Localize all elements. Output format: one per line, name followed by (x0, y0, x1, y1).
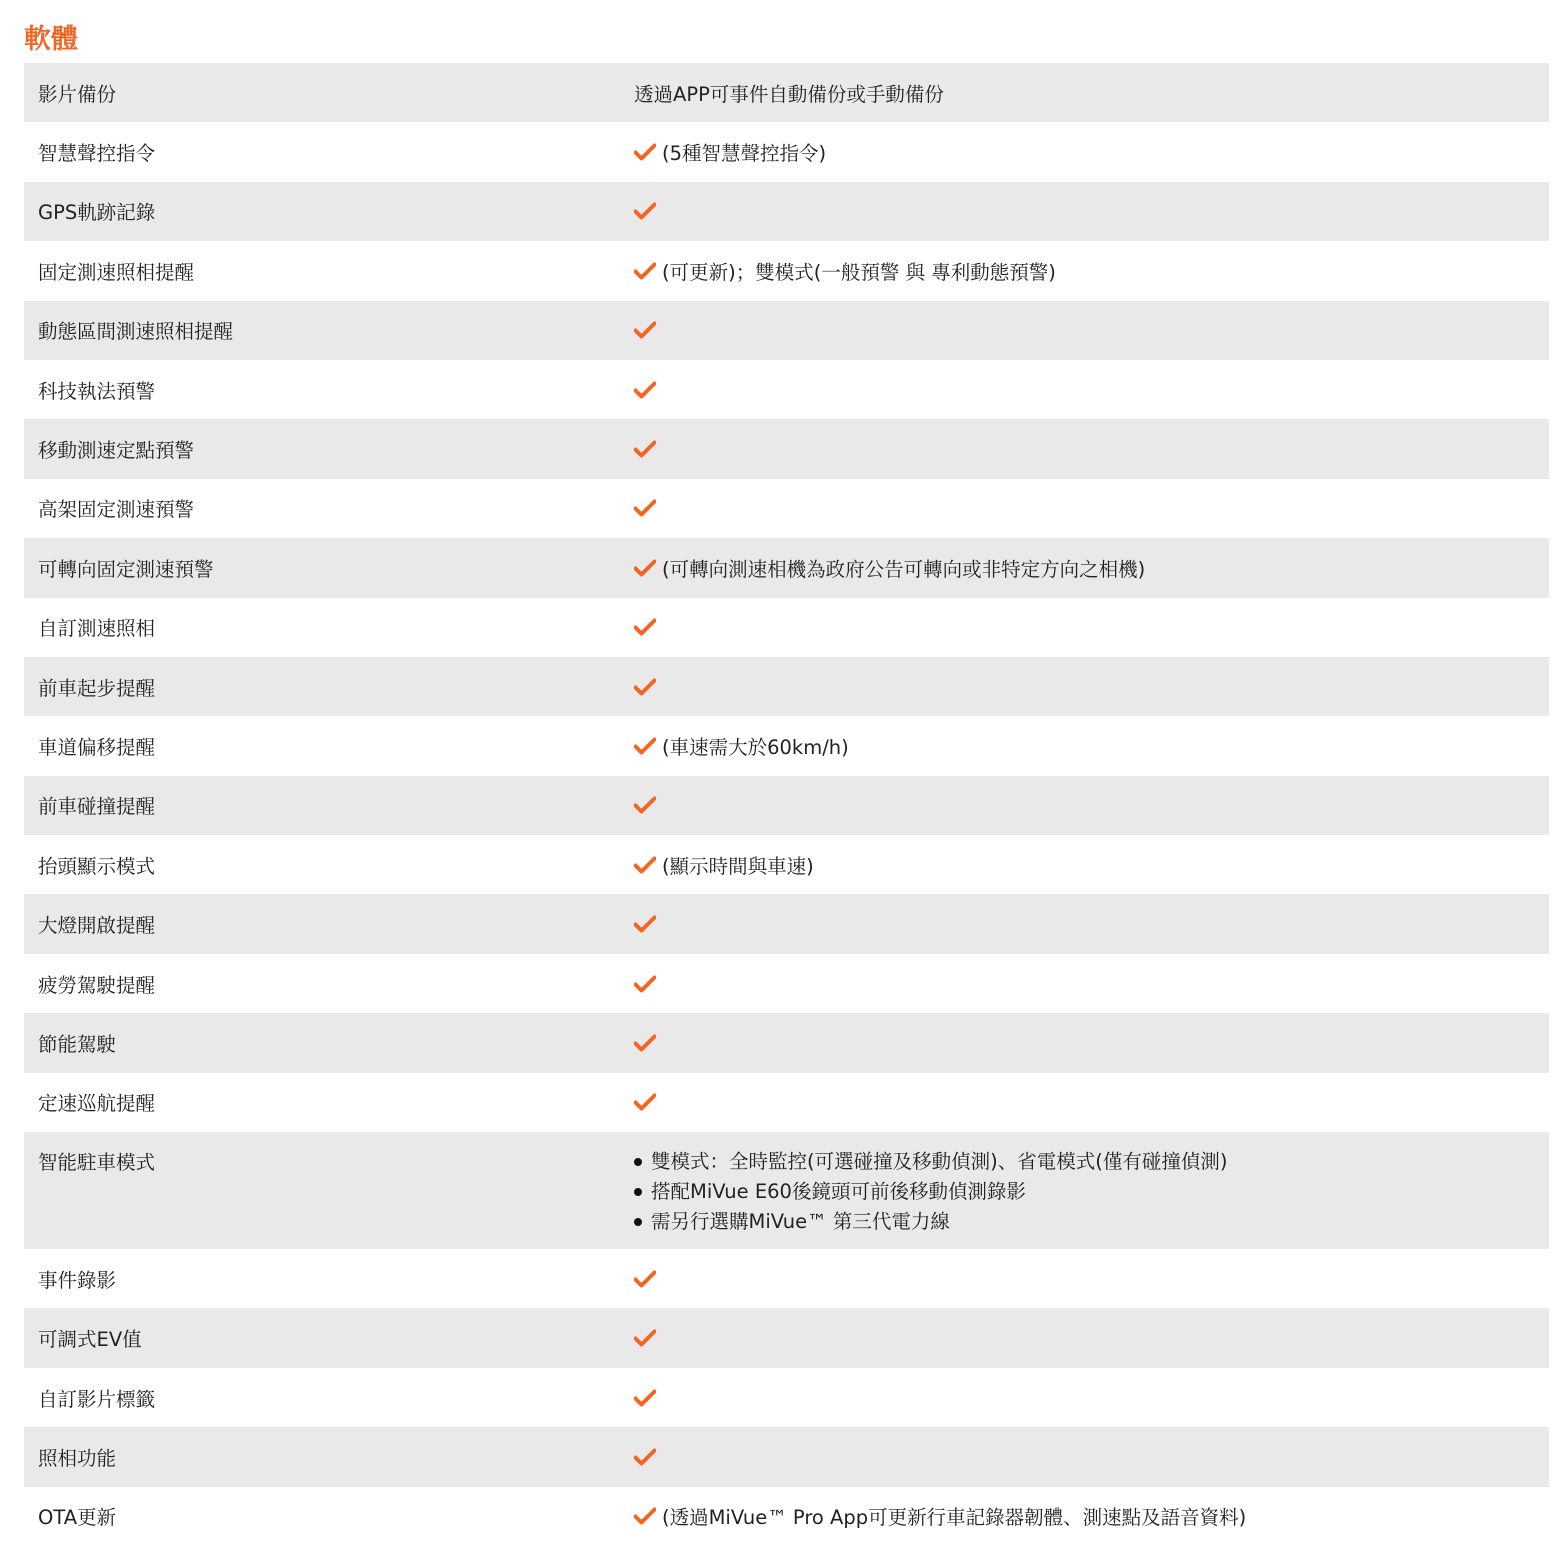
spec-value (634, 796, 1549, 814)
checkmark-icon (634, 618, 656, 636)
spec-value (634, 732, 1549, 760)
checkmark-icon (634, 1093, 656, 1111)
spec-value (634, 554, 1549, 582)
checkmark-icon (634, 499, 656, 517)
spec-value (634, 257, 1549, 285)
bullet-dot-icon (634, 1188, 642, 1196)
spec-row (24, 835, 1549, 894)
spec-value (634, 1093, 1549, 1111)
spec-value (634, 1270, 1549, 1288)
checkmark-icon (634, 1270, 656, 1288)
spec-label: 定速巡航提醒 (38, 1092, 156, 1116)
checkmark-icon (634, 856, 656, 874)
checkmark-icon (634, 796, 656, 814)
spec-row (24, 360, 1549, 419)
bullet-item (634, 1177, 1227, 1207)
spec-value (634, 1147, 1549, 1237)
spec-label: 節能駕駛 (38, 1032, 117, 1056)
spec-row (24, 776, 1549, 835)
spec-row (24, 479, 1549, 538)
spec-row (24, 419, 1549, 478)
spec-value (634, 1502, 1549, 1530)
spec-label: 車道偏移提醒 (38, 735, 156, 759)
spec-label: 可調式EV值 (38, 1328, 142, 1352)
spec-label: GPS軌跡記錄 (38, 201, 156, 225)
bullet-text: 需另行選購MiVue™ 第三代電力線 (651, 1210, 950, 1234)
spec-label: OTA更新 (38, 1506, 117, 1530)
spec-table (24, 63, 1549, 1546)
spec-value (634, 1329, 1549, 1347)
spec-note: (車速需大於60km/h) (662, 735, 849, 759)
spec-row (24, 538, 1549, 597)
bullet-text: 雙模式：全時監控(可選碰撞及移動偵測)、省電模式(僅有碰撞偵測) (651, 1150, 1228, 1174)
spec-note: (5種智慧聲控指令) (662, 142, 827, 166)
spec-label: 大燈開啟提醒 (38, 914, 156, 938)
spec-label: 疲勞駕駛提醒 (38, 973, 156, 997)
spec-row (24, 598, 1549, 657)
bullet-text: 搭配MiVue E60後鏡頭可前後移動偵測錄影 (651, 1180, 1026, 1204)
checkmark-icon (634, 559, 656, 577)
spec-label: 高架固定測速預警 (38, 498, 195, 522)
spec-label: 智能駐車模式 (38, 1151, 156, 1175)
checkmark-icon (634, 678, 656, 696)
checkmark-icon (634, 1329, 656, 1347)
spec-row (24, 657, 1549, 716)
spec-label: 前車碰撞提醒 (38, 795, 156, 819)
bullet-dot-icon (634, 1218, 642, 1226)
spec-label: 動態區間測速照相提醒 (38, 320, 234, 344)
spec-row (24, 182, 1549, 241)
checkmark-icon (634, 737, 656, 755)
spec-note: (可更新)；雙模式(一般預警 與 專利動態預警) (662, 260, 1056, 284)
spec-label: 影片備份 (38, 82, 117, 106)
spec-row (24, 1013, 1549, 1072)
spec-row (24, 1368, 1549, 1427)
spec-note: (透過MiVue™ Pro App可更新行車記錄器韌體、測速點及語音資料) (662, 1506, 1247, 1530)
spec-row (24, 954, 1549, 1013)
spec-row (24, 122, 1549, 181)
spec-value (634, 499, 1549, 517)
spec-label: 可轉向固定測速預警 (38, 557, 214, 581)
spec-value (634, 618, 1549, 636)
spec-row (24, 894, 1549, 953)
section-title: 軟體 (24, 24, 78, 55)
spec-value (634, 440, 1549, 458)
spec-value (634, 975, 1549, 993)
checkmark-icon (634, 915, 656, 933)
checkmark-icon (634, 202, 656, 220)
spec-value (634, 202, 1549, 220)
bullet-list (634, 1147, 1227, 1237)
spec-row (24, 1073, 1549, 1132)
spec-label: 自訂影片標籤 (38, 1387, 156, 1411)
spec-label: 智慧聲控指令 (38, 142, 156, 166)
checkmark-icon (634, 381, 656, 399)
spec-label: 自訂測速照相 (38, 617, 156, 641)
spec-row (24, 1249, 1549, 1308)
bullet-dot-icon (634, 1158, 642, 1166)
spec-row (24, 301, 1549, 360)
spec-value (634, 851, 1549, 879)
spec-label: 事件錄影 (38, 1268, 117, 1292)
spec-label: 移動測速定點預警 (38, 439, 195, 463)
spec-note: 透過APP可事件自動備份或手動備份 (634, 82, 944, 106)
spec-value (634, 381, 1549, 399)
checkmark-icon (634, 143, 656, 161)
checkmark-icon (634, 1448, 656, 1466)
spec-row (24, 1132, 1549, 1249)
spec-row (24, 1308, 1549, 1367)
spec-value (634, 1389, 1549, 1407)
spec-label: 固定測速照相提醒 (38, 260, 195, 284)
bullet-item (634, 1207, 1227, 1237)
checkmark-icon (634, 321, 656, 339)
spec-note: (可轉向測速相機為政府公告可轉向或非特定方向之相機) (662, 557, 1146, 581)
checkmark-icon (634, 1389, 656, 1407)
checkmark-icon (634, 975, 656, 993)
checkmark-icon (634, 1507, 656, 1525)
spec-value (634, 138, 1549, 166)
spec-row (24, 716, 1549, 775)
spec-value (634, 1448, 1549, 1466)
spec-label: 抬頭顯示模式 (38, 854, 156, 878)
spec-label: 前車起步提醒 (38, 676, 156, 700)
bullet-item (634, 1147, 1227, 1177)
checkmark-icon (634, 440, 656, 458)
spec-value (634, 79, 1549, 107)
spec-value (634, 1034, 1549, 1052)
spec-row (24, 1487, 1549, 1546)
spec-row (24, 63, 1549, 122)
spec-note: (顯示時間與車速) (662, 854, 814, 878)
spec-value (634, 321, 1549, 339)
spec-value (634, 915, 1549, 933)
spec-value (634, 678, 1549, 696)
spec-label: 科技執法預警 (38, 379, 156, 403)
checkmark-icon (634, 262, 656, 280)
spec-row (24, 241, 1549, 300)
spec-label: 照相功能 (38, 1446, 117, 1470)
spec-row (24, 1427, 1549, 1486)
checkmark-icon (634, 1034, 656, 1052)
